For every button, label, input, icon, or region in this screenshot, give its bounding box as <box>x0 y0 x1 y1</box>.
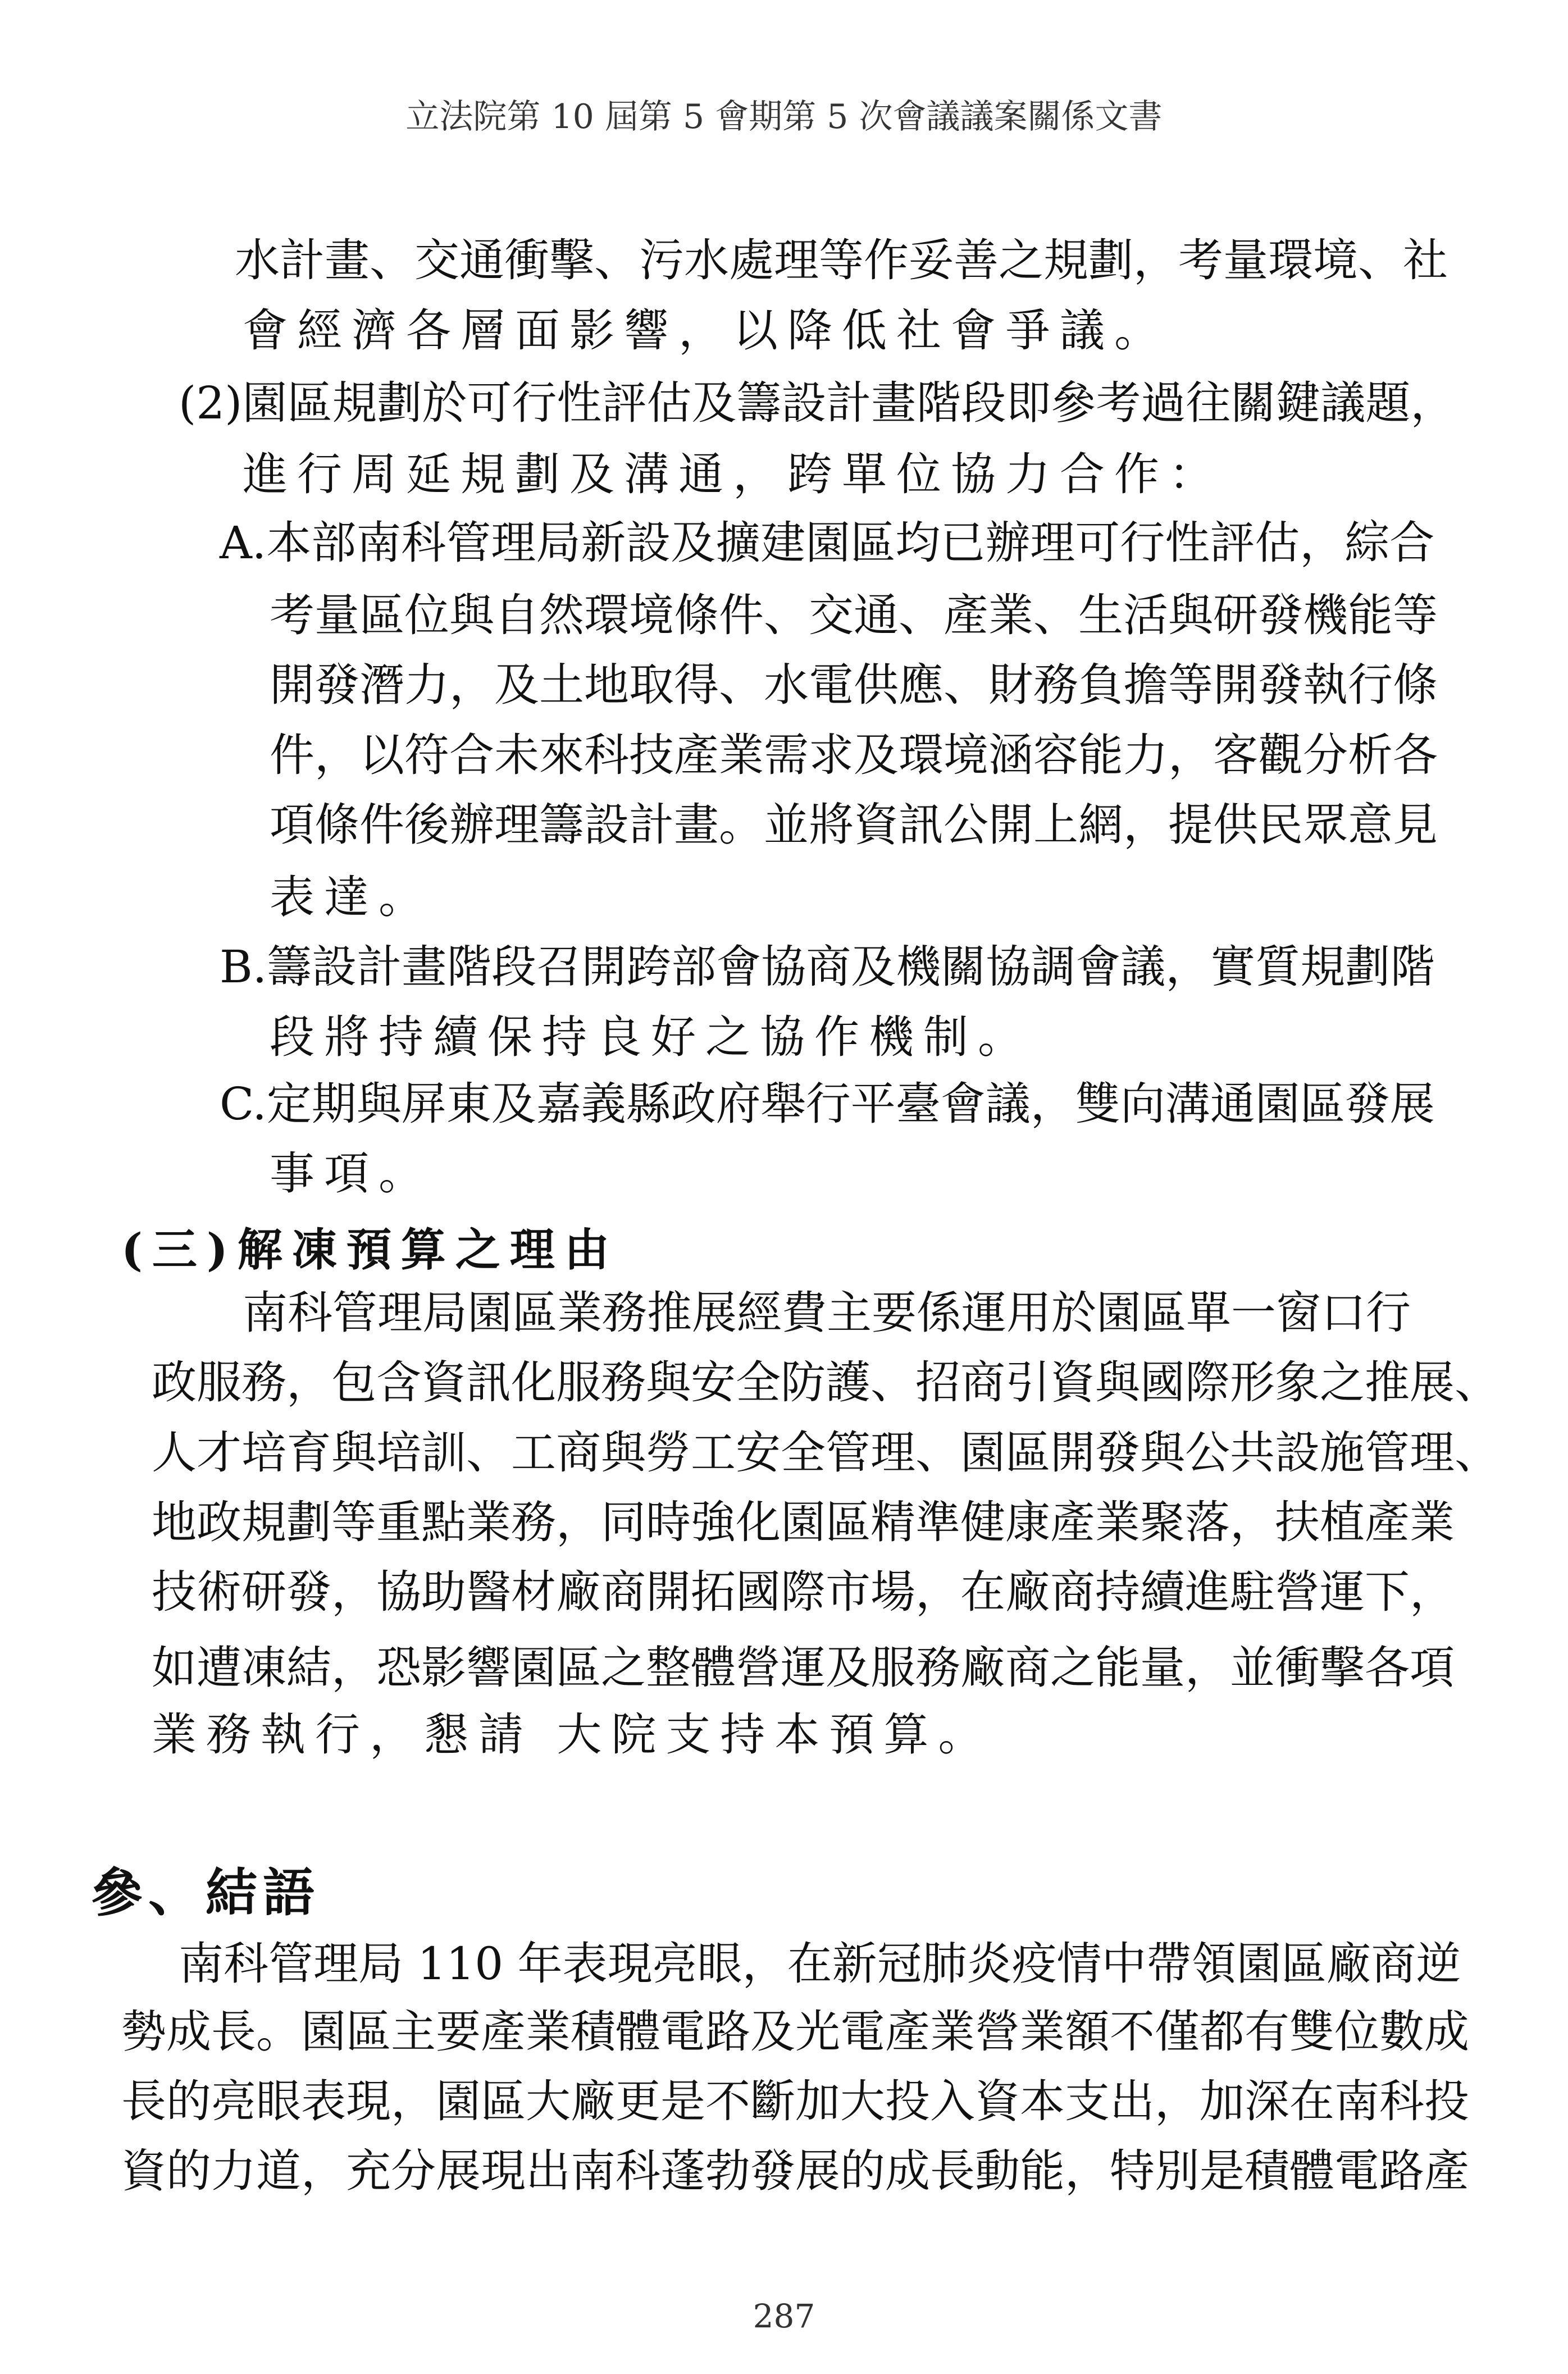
text-line: 業務執行，懇請 大院支持本預算。 <box>152 1708 993 1761</box>
text-line: 進行周延規劃及溝通，跨單位協力合作： <box>243 448 1223 500</box>
text-line: 件，以符合未來科技產業需求及環境涵容能力，客觀分析各 <box>270 729 1438 781</box>
text-line: 考量區位與自然環境條件、交通、產業、生活與研發機能等 <box>270 589 1438 641</box>
section-heading-conclusion: 參、結語 <box>91 1862 321 1923</box>
list-item-a: A.本部南科管理局新設及擴建園區均已辦理可行性評估，綜合 <box>220 517 1435 569</box>
text-line: 開發潛力，及土地取得、水電供應、財務負擔等開發執行條 <box>270 659 1438 711</box>
text-line: 會經濟各層面影響，以降低社會爭議。 <box>243 304 1169 357</box>
text-line: 事項。 <box>270 1147 433 1200</box>
text-line: 長的亮眼表現，園區大廠更是不斷加大投入資本支出，加深在南科投 <box>121 2075 1469 2127</box>
text-line: 表達。 <box>270 871 433 923</box>
text-line: 地政規劃等重點業務，同時強化園區精準健康產業聚落，扶植產業 <box>152 1496 1455 1548</box>
list-item-c: C.定期與屏東及嘉義縣政府舉行平臺會議，雙向溝通園區發展 <box>220 1078 1435 1130</box>
text-line: 水計畫、交通衝擊、污水處理等作妥善之規劃，考量環境、社 <box>235 234 1448 286</box>
text-line: 政服務，包含資訊化服務與安全防護、招商引資與國際形象之推展、 <box>152 1356 1499 1409</box>
list-item-b: B.籌設計畫階段召開跨部會協商及機關協調會議，實質規劃階 <box>220 941 1435 993</box>
text-line: 南科管理局 110 年表現亮眼，在新冠肺炎疫情中帶領園區廠商逆 <box>179 1938 1461 1990</box>
list-item-2: (2)園區規劃於可行性評估及籌設計畫階段即參考過往關鍵議題， <box>179 377 1456 429</box>
text-line: 南科管理局園區業務推展經費主要係運用於園區單一窗口行 <box>243 1287 1411 1339</box>
text-line: 技術研發，協助醫材廠商開拓國際市場，在廠商持續進駐營運下， <box>152 1566 1455 1618</box>
text-line: 如遭凍結，恐影響園區之整體營運及服務廠商之能量，並衝擊各項 <box>152 1642 1455 1694</box>
text-line: 勢成長。園區主要產業積體電路及光電產業營業額不僅都有雙位數成 <box>121 2006 1469 2058</box>
section-heading-3: (三)解凍預算之理由 <box>121 1223 619 1276</box>
page-number: 287 <box>753 2297 815 2335</box>
text-line: 資的力道，充分展現出南科蓬勃發展的成長動能，特別是積體電路產 <box>121 2145 1469 2197</box>
text-line: 人才培育與培訓、工商與勞工安全管理、園區開發與公共設施管理、 <box>152 1427 1499 1479</box>
text-line: 段將持續保持良好之協作機制。 <box>270 1011 1032 1063</box>
text-line: 項條件後辦理籌設計畫。並將資訊公開上網，提供民眾意見 <box>270 799 1438 851</box>
document-header: 立法院第 10 屆第 5 會期第 5 次會議議案關係文書 <box>405 97 1163 136</box>
